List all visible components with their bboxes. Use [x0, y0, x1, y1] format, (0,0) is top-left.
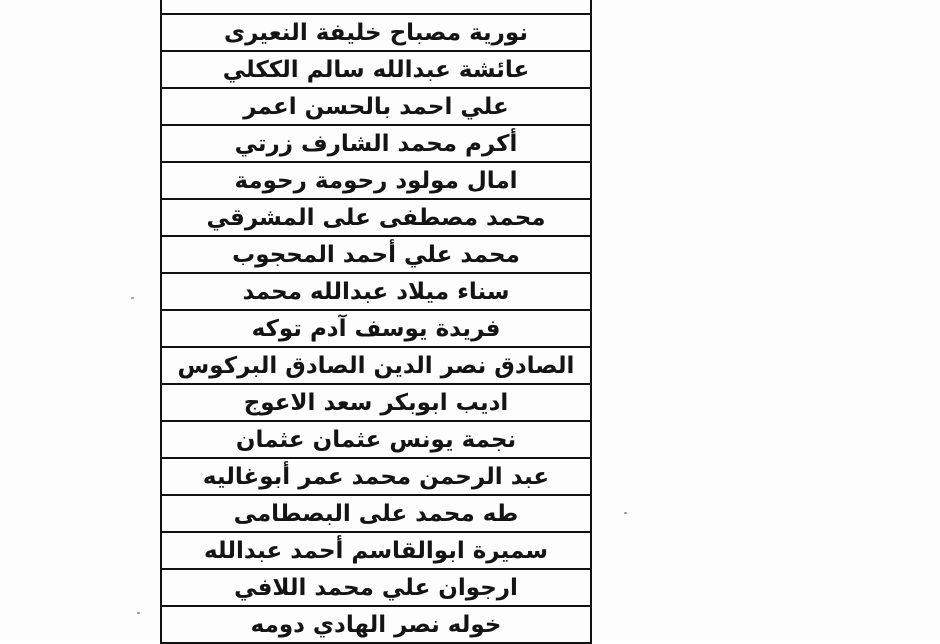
table-row — [162, 570, 590, 607]
table-row — [162, 385, 590, 422]
table-row — [162, 422, 590, 459]
scan-speck — [131, 297, 134, 299]
table-row — [162, 533, 590, 570]
scan-speck — [137, 612, 140, 614]
table-row — [162, 496, 590, 533]
name-cell: نورية مصباح خليفة النعيرى — [224, 19, 528, 46]
table-row — [162, 274, 590, 311]
table-row — [162, 126, 590, 163]
scan-speck — [624, 512, 627, 514]
name-cell: محمد علي أحمد المحجوب — [232, 241, 520, 268]
name-cell: أكرم محمد الشارف زرتي — [234, 130, 518, 157]
table-row — [162, 348, 590, 385]
table-row — [162, 607, 590, 644]
name-cell: محمد مصطفى على المشرقي — [206, 204, 546, 231]
table-row — [162, 163, 590, 200]
name-cell: امال مولود رحومة رحومة — [234, 167, 518, 194]
name-cell: الصادق نصر الدين الصادق البركوس — [177, 352, 575, 379]
table-row — [162, 15, 590, 52]
names-table — [160, 0, 592, 644]
table-row — [162, 0, 590, 15]
name-cell: اديب ابوبكر سعد الاعوج — [243, 389, 509, 416]
name-cell: طه محمد على البصطامى — [233, 500, 519, 527]
name-cell: نجمة يونس عثمان عثمان — [235, 426, 517, 453]
table-row — [162, 89, 590, 126]
name-cell: عائشة عبدالله سالم الككلي — [222, 56, 530, 83]
table-row — [162, 200, 590, 237]
name-cell: فريدة يوسف آدم توكه — [251, 315, 501, 342]
name-cell: خوله نصر الهادي دومه — [250, 611, 502, 638]
table-row — [162, 52, 590, 89]
name-cell: علي احمد بالحسن اعمر — [243, 93, 509, 120]
name-cell: ارجوان علي محمد اللافي — [234, 574, 518, 601]
table-row — [162, 311, 590, 348]
name-cell: سناء ميلاد عبدالله محمد — [242, 278, 510, 305]
name-cell: سميرة ابوالقاسم أحمد عبدالله — [203, 537, 549, 564]
table-row — [162, 459, 590, 496]
table-row — [162, 237, 590, 274]
name-cell: عبد الرحمن محمد عمر أبوغاليه — [202, 463, 550, 490]
